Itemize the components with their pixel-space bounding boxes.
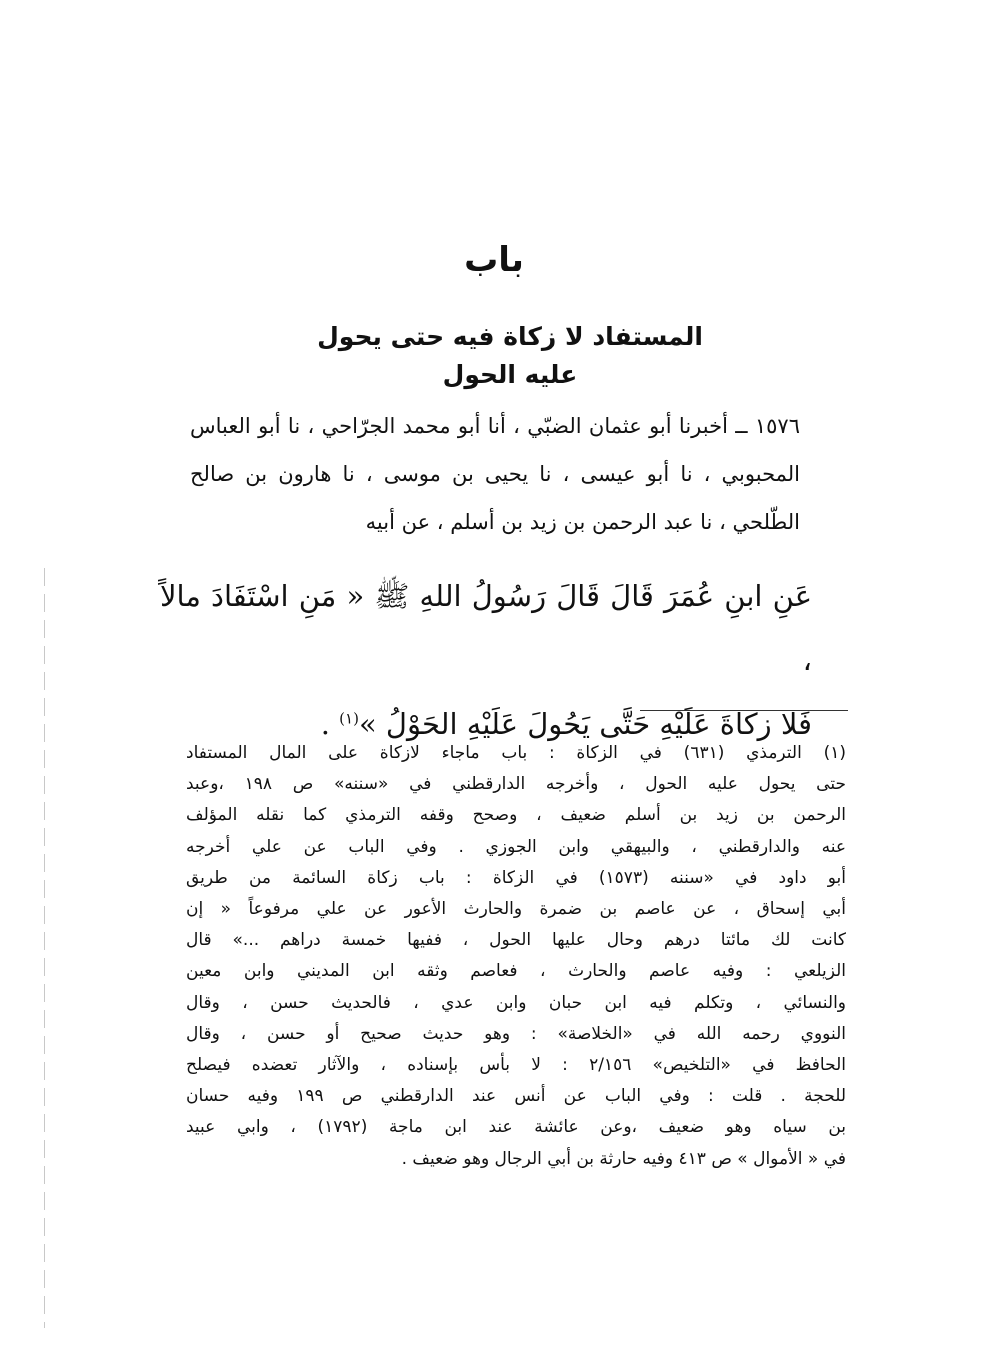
footnote-line: (١) الترمذي (٦٣١) في الزكاة : باب ماجاء لازكاة على المال المستفاد — [186, 743, 846, 763]
footnote-line: النووي رحمه الله في «الخلاصة» : وهو حديث صحيح أو حسن ، وقال — [186, 1023, 846, 1044]
hadith-text — [160, 564, 812, 756]
margin-guide-line — [44, 568, 45, 1328]
footnote-line: الرحمن بن زيد بن أسلم ضعيف ، وصحح وقفه الترمذي كما نقله المؤلف — [186, 805, 846, 826]
chain-line: المحبوبي ، نا أبو عيسى ، نا يحيى بن موسى ، نا هارون بن صالح — [190, 462, 800, 486]
footnote-line: والنسائي ، وتكلم فيه ابن حبان وابن عدي ، فالحديث حسن ، وقال — [186, 992, 846, 1013]
hadith-chain — [190, 402, 800, 546]
footnote-line: كانت لك مائتا درهم وحال عليها الحول ، ففيها خمسة دراهم ...» قال — [186, 930, 846, 951]
chapter-title: باب — [464, 240, 524, 280]
footnote-line: حتى يحول عليه الحول ، وأخرجه الدارقطني في «سننه» ص ١٩٨ ،وعبد — [186, 774, 846, 795]
chain-line: ١٥٧٦ ــ أخبرنا أبو عثمان الضبّي ، أنا أبو محمد الجرّاحي ، نا أبو العباس — [190, 414, 800, 438]
footnote-reference: (١) — [339, 709, 359, 728]
hadith-line-text: فَلا زكاةَ عَلَيْهِ حَتَّى يَحُولَ عَلَيْهِ الحَوْلُ » — [358, 707, 812, 741]
footnote-line: أبو داود في «سننه (١٥٧٣) في الزكاة : باب زكاة السائمة من طريق — [186, 867, 846, 888]
footnote-line: أبي إسحاق ، عن عاصم بن ضمرة والحارث الأعور عن علي مرفوعاً « إن — [186, 899, 846, 920]
footnote-line: عنه والدارقطني ، والبيهقي وابن الجوزي . وفي الباب عن علي أخرجه — [186, 836, 846, 857]
chain-line: الطّلحي ، نا عبد الرحمن بن زيد بن أسلم ، عن أبيه — [365, 510, 800, 534]
footnote-line: للحجة . قلت : وفي الباب عن أنس عند الدارقطني ص ١٩٩ وفيه حسان — [186, 1086, 846, 1107]
footnote-line: بن سياه وهو ضعيف ،وعن عائشة عند ابن ماجة (١٧٩٢) ، وابي عبيد — [186, 1117, 846, 1138]
hadith-end-mark: . — [320, 707, 330, 741]
footnote-line: الزيلعي : وفيه عاصم والحارث ، فعاصم وثقه ابن المديني وابن معين — [186, 961, 846, 982]
footnote-line: الحافظ في «التلخيص» ٢/١٥٦ : لا بأس بإسناده ، والآثار تعضده فيصلح — [186, 1055, 846, 1076]
hadith-line: عَنِ ابنِ عُمَرَ قَالَ قَالَ رَسُولُ اللهِ ﷺ « مَنِ اسْتَفَادَ مالاً ، — [160, 579, 812, 677]
chapter-subtitle: المستفاد لا زكاة فيه حتى يحول عليه الحول — [317, 322, 703, 389]
footnote — [186, 738, 846, 1175]
footnote-line: في « الأموال » ص ٤١٣ وفيه حارثة بن أبي الرجال وهو ضعيف . — [401, 1148, 846, 1169]
footnote-divider — [640, 710, 848, 711]
